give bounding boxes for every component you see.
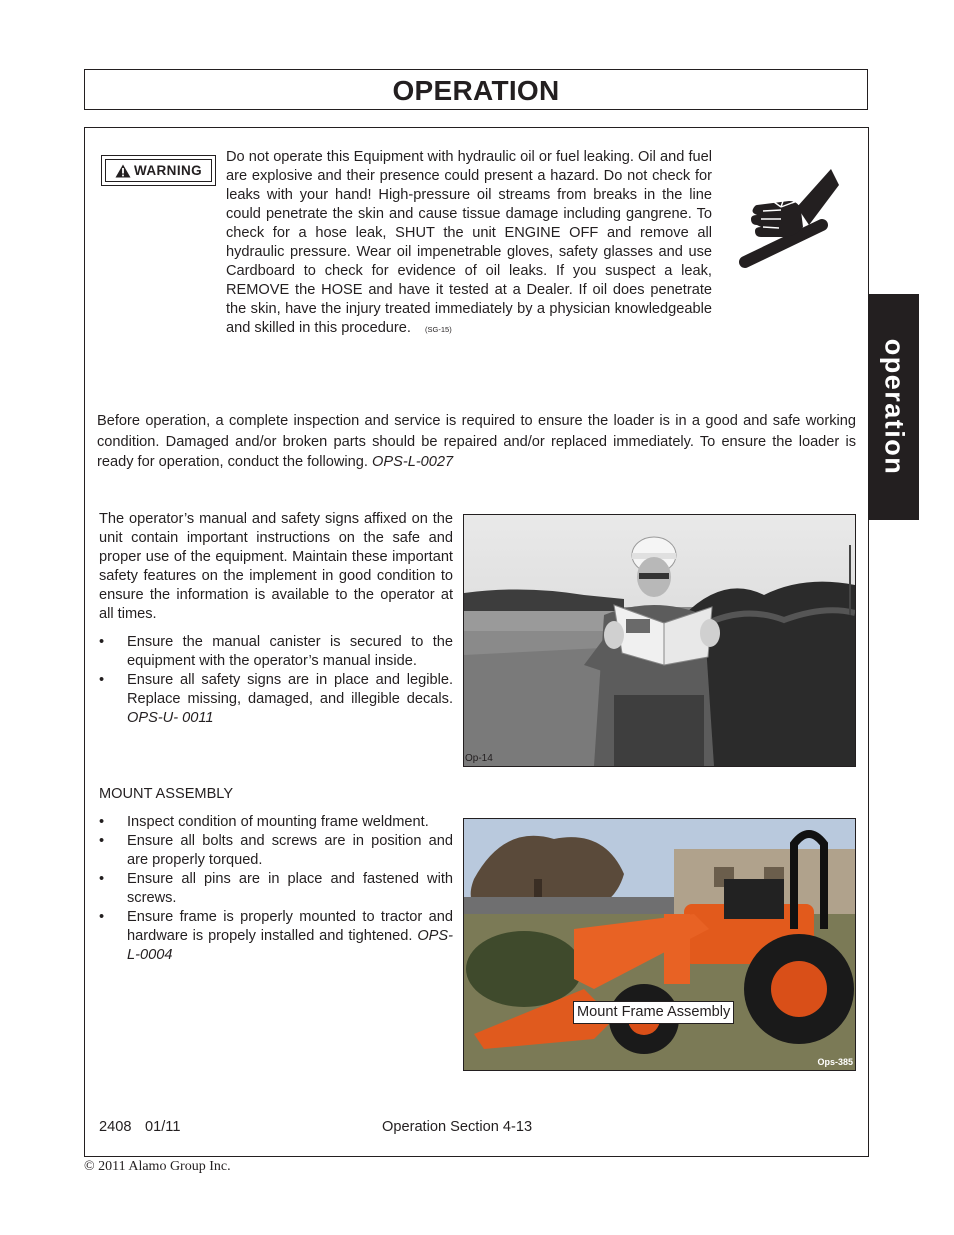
mount-bullet-1: Inspect condition of mounting frame weldment. <box>127 814 429 830</box>
page-header <box>84 69 868 110</box>
manual-bullet-1: Ensure the manual canister is secured to the equipment with the operator’s manual inside. <box>127 634 453 669</box>
mount-ref: OPS-L-0004 <box>127 928 453 963</box>
list-item <box>99 633 453 671</box>
list-item <box>99 813 453 832</box>
copyright-text: © 2011 Alamo Group Inc. <box>84 1159 231 1174</box>
mount-section <box>99 785 453 965</box>
footer-section: Operation Section 4-13 <box>382 1119 533 1135</box>
warning-text <box>226 148 712 339</box>
mount-bullet-4: Ensure frame is properly mounted to tractor and hardware is propely installed and tightened. <box>127 909 453 944</box>
side-section-tab <box>869 294 919 520</box>
list-item <box>99 908 453 965</box>
photo-caption-ops385: Ops-385 <box>817 1057 853 1067</box>
mount-bullet-2: Ensure all bolts and screws are in position and are properly torqued. <box>127 833 453 868</box>
list-item <box>99 832 453 870</box>
manual-ref: OPS-U- 0011 <box>127 710 214 726</box>
side-tab-label: operation <box>879 338 910 476</box>
manual-paragraph: The operator’s manual and safety signs affixed on the unit contain important instructions on the safe and proper use of the equipment. Maintain these important safety features on the implement in good condition to ensure the information is available to the operator at all times. <box>99 511 453 622</box>
operator-manual-photo <box>463 514 856 767</box>
warning-badge-label: WARNING <box>133 163 203 178</box>
manual-bullet-list <box>99 633 453 728</box>
manual-bullet-2: Ensure all safety signs are in place and legible. Replace missing, damaged, and illegible decals. <box>127 672 453 707</box>
intro-paragraph <box>97 411 856 473</box>
warning-triangle-icon <box>115 164 131 178</box>
warning-ref: (SG-15) <box>425 325 452 334</box>
intro-text: Before operation, a complete inspection and service is required to ensure the loader is in a good and safe working condition. Damaged and/or broken parts should be repaired and/or replaced immediately. To ensure the loader is ready for operation, conduct the following. <box>97 413 856 470</box>
list-item <box>99 671 453 728</box>
footer-date: 01/11 <box>145 1119 181 1135</box>
warning-body: Do not operate this Equipment with hydraulic oil or fuel leaking. Oil and fuel are explosive and their presence could present a hazard. Do not check for leaks with your hand! High-pressure oil streams from breaks in the line could penetrate the skin and cause tissue damage including gangrene. To check for a hose leak, SHUT the unit ENGINE OFF and remove all hydraulic pressure. Wear oil impenetrable gloves, safety glasses and use Cardboard to check for evidence of oil leaks. If you suspect a leak, REMOVE the HOSE and have it tested at a Dealer. If oil does penetrate the skin, have the injury treated immediately by a physician knowledgeable and skilled in this procedure. <box>226 149 712 336</box>
intro-ref: OPS-L-0027 <box>372 454 454 470</box>
list-item <box>99 870 453 908</box>
mount-heading: MOUNT ASSEMBLY <box>99 786 234 802</box>
hand-injection-hazard-icon <box>737 167 840 275</box>
mount-bullet-3: Ensure all pins are in place and fastened with screws. <box>127 871 453 906</box>
mount-frame-label: Mount Frame Assembly <box>573 1001 734 1024</box>
page-title: OPERATION <box>392 75 560 106</box>
manual-section <box>99 510 453 728</box>
tractor-loader-photo <box>463 818 856 1071</box>
mount-bullet-list <box>99 813 453 965</box>
footer-doc-number: 2408 <box>99 1119 132 1135</box>
warning-badge <box>101 155 216 186</box>
photo-caption-op14: Op-14 <box>465 753 493 764</box>
